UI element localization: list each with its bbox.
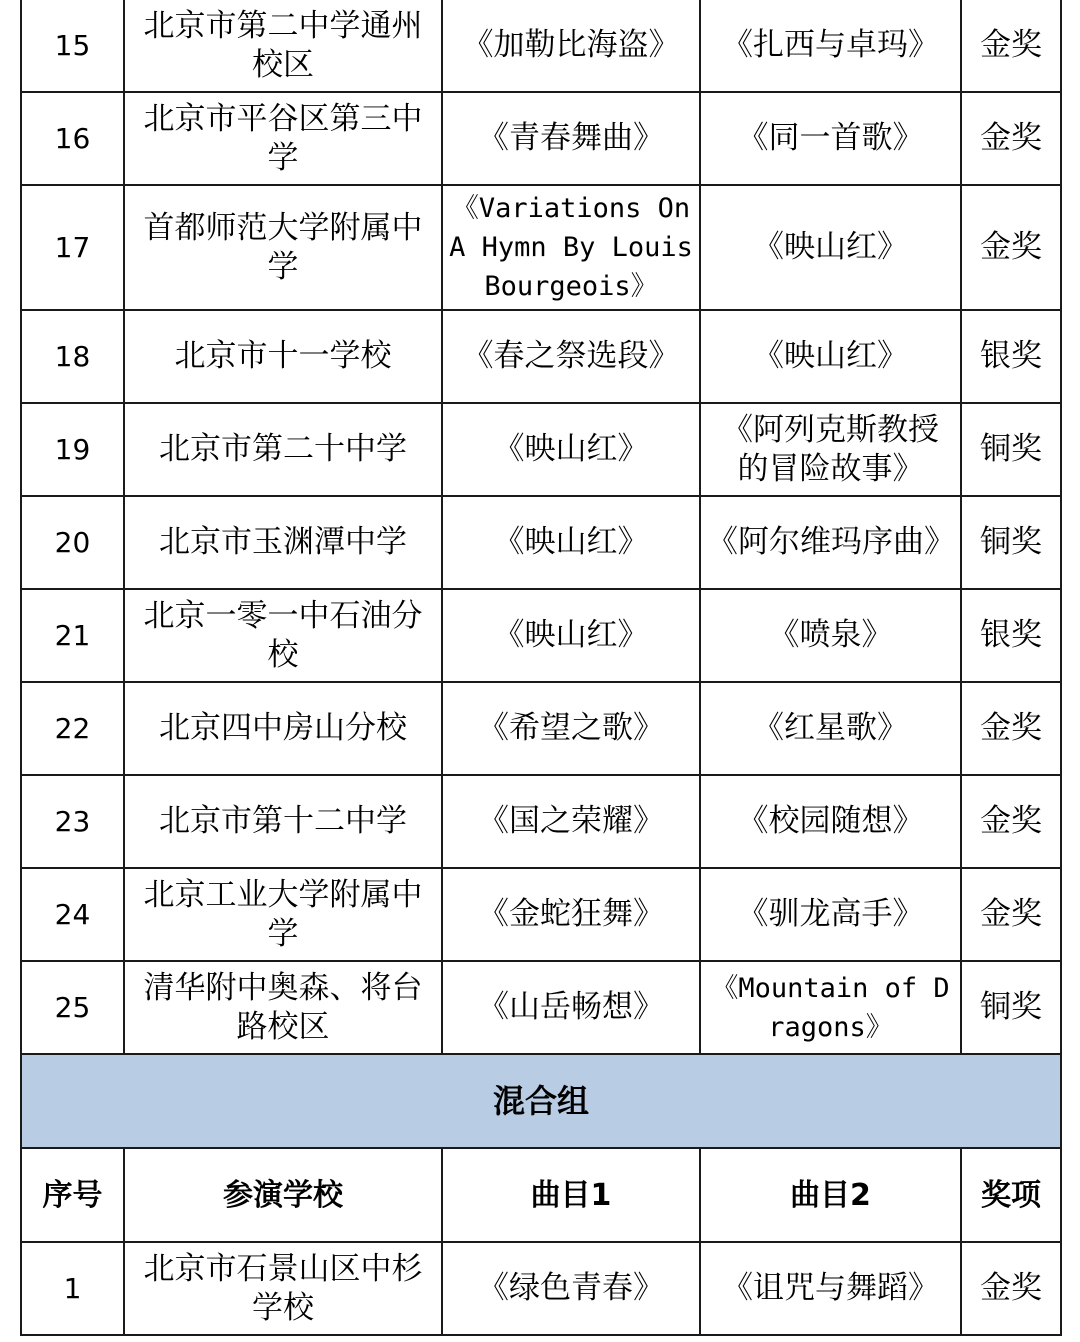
piece-2: 《阿列克斯教授的冒险故事》 [700, 403, 961, 496]
table-row [21, 961, 1061, 1054]
award: 金奖 [961, 0, 1061, 92]
school-name: 北京市第二十中学 [124, 403, 442, 496]
row-number: 17 [21, 185, 124, 310]
piece-2: 《红星歌》 [700, 682, 961, 775]
piece-2: 《校园随想》 [700, 775, 961, 868]
school-name: 北京市玉渊潭中学 [124, 496, 442, 589]
section-header-row [21, 1054, 1061, 1148]
piece-2: 《映山红》 [700, 185, 961, 310]
school-name: 清华附中奥森、将台路校区 [124, 961, 442, 1054]
school-name: 北京市十一学校 [124, 310, 442, 403]
row-number: 15 [21, 0, 124, 92]
piece-1: 《青春舞曲》 [442, 92, 700, 185]
header-school: 参演学校 [124, 1148, 442, 1242]
table-row [21, 868, 1061, 961]
award: 金奖 [961, 1242, 1061, 1335]
piece-1: 《映山红》 [442, 589, 700, 682]
row-number: 22 [21, 682, 124, 775]
row-number: 16 [21, 92, 124, 185]
table-row [21, 0, 1061, 92]
piece-1: 《金蛇狂舞》 [442, 868, 700, 961]
row-number: 18 [21, 310, 124, 403]
table-row [21, 682, 1061, 775]
piece-1: 《山岳畅想》 [442, 961, 700, 1054]
awards-table [20, 0, 1062, 1336]
piece-2: 《同一首歌》 [700, 92, 961, 185]
award: 银奖 [961, 310, 1061, 403]
award: 金奖 [961, 185, 1061, 310]
school-name: 北京市石景山区中杉学校 [124, 1242, 442, 1335]
table-row [21, 589, 1061, 682]
header-award: 奖项 [961, 1148, 1061, 1242]
piece-2: 《驯龙高手》 [700, 868, 961, 961]
piece-1: 《绿色青春》 [442, 1242, 700, 1335]
school-name: 北京一零一中石油分校 [124, 589, 442, 682]
table-row [21, 185, 1061, 310]
row-number: 21 [21, 589, 124, 682]
row-number: 19 [21, 403, 124, 496]
header-number: 序号 [21, 1148, 124, 1242]
school-name: 北京四中房山分校 [124, 682, 442, 775]
table-row [21, 1242, 1061, 1335]
piece-1: 《映山红》 [442, 403, 700, 496]
award: 铜奖 [961, 496, 1061, 589]
column-header-row [21, 1148, 1061, 1242]
row-number: 20 [21, 496, 124, 589]
school-name: 首都师范大学附属中学 [124, 185, 442, 310]
award: 银奖 [961, 589, 1061, 682]
award: 铜奖 [961, 403, 1061, 496]
piece-1: 《Variations On A Hymn By Louis Bourgeois》 [442, 185, 700, 310]
award: 金奖 [961, 775, 1061, 868]
header-piece-1: 曲目1 [442, 1148, 700, 1242]
piece-2: 《诅咒与舞蹈》 [700, 1242, 961, 1335]
award: 金奖 [961, 92, 1061, 185]
school-name: 北京工业大学附属中学 [124, 868, 442, 961]
row-number: 23 [21, 775, 124, 868]
row-number: 25 [21, 961, 124, 1054]
award: 铜奖 [961, 961, 1061, 1054]
piece-2: 《映山红》 [700, 310, 961, 403]
piece-2: 《阿尔维玛序曲》 [700, 496, 961, 589]
row-number: 1 [21, 1242, 124, 1335]
piece-1: 《国之荣耀》 [442, 775, 700, 868]
piece-2: 《扎西与卓玛》 [700, 0, 961, 92]
table-row [21, 403, 1061, 496]
piece-2: 《Mountain of Dragons》 [700, 961, 961, 1054]
award: 金奖 [961, 868, 1061, 961]
school-name: 北京市第二中学通州校区 [124, 0, 442, 92]
award: 金奖 [961, 682, 1061, 775]
school-name: 北京市第十二中学 [124, 775, 442, 868]
school-name: 北京市平谷区第三中学 [124, 92, 442, 185]
table-row [21, 775, 1061, 868]
header-piece-2: 曲目2 [700, 1148, 961, 1242]
table-row [21, 92, 1061, 185]
piece-2: 《喷泉》 [700, 589, 961, 682]
section-title: 混合组 [21, 1054, 1061, 1148]
table-row [21, 310, 1061, 403]
row-number: 24 [21, 868, 124, 961]
piece-1: 《映山红》 [442, 496, 700, 589]
table-row [21, 496, 1061, 589]
piece-1: 《加勒比海盗》 [442, 0, 700, 92]
piece-1: 《希望之歌》 [442, 682, 700, 775]
piece-1: 《春之祭选段》 [442, 310, 700, 403]
